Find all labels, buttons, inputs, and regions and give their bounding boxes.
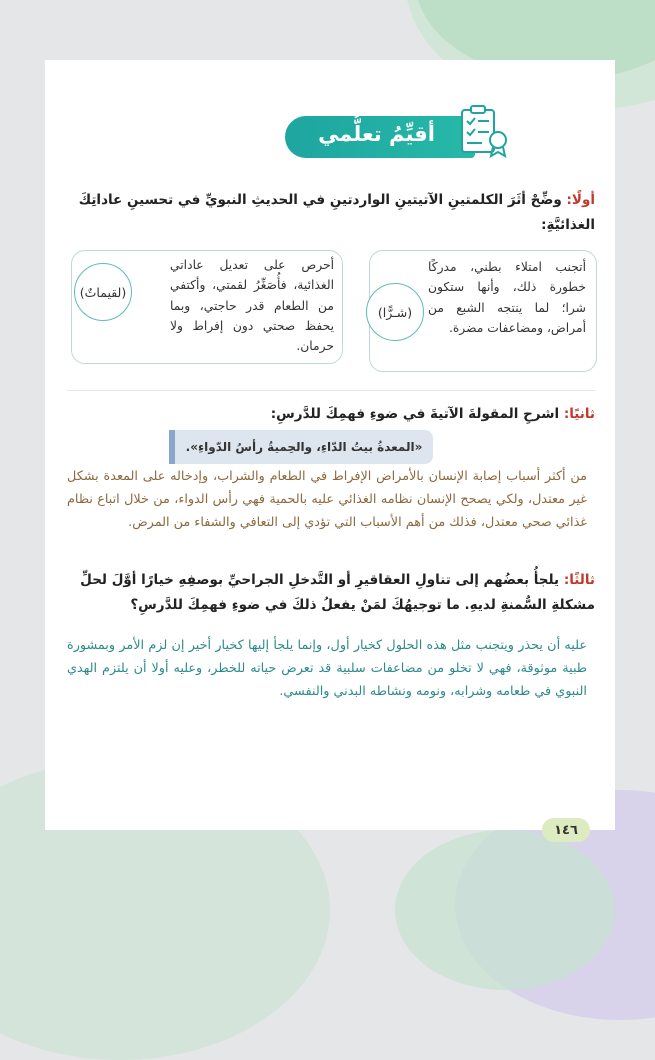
- question-1: [67, 188, 595, 238]
- question-number: ثالثًا:: [563, 572, 595, 588]
- answer-text: عليه أن يحذر ويتجنب مثل هذه الحلول كخيار أول، وإنما يلجأ إليها كخيار أخير إن لزم الأمر وبمشورة طبية موثوقة، فهي لا تخلو من مضاعفات سلبية قد تعرض حياته للخطر، وعليه أولا أن يلتزم الهدي النبوي في طعامه وشرابه، ونومه ونشاطه البدني والنفسي.: [67, 638, 587, 699]
- document-page: [45, 60, 615, 830]
- section-title: أقيِّمُ تعلُّمي: [318, 122, 435, 146]
- quote-box: «المعدةُ بيتُ الدّاءِ، والحِميةُ رأسُ الدّواءِ».: [169, 430, 433, 464]
- card-text: أتجنب امتلاء بطني، مدركًا خطورة ذلك، وأنها ستكون شرا؛ لما ينتجه الشبع من أمراض، ومضاعفات مضرة.: [428, 260, 586, 335]
- question-2: [67, 402, 595, 427]
- background-decoration: [395, 830, 615, 990]
- answer-text: من أكثر أسباب إصابة الإنسان بالأمراض الإفراط في الطعام والشراب، وإدخاله على المعدة بشكل غير معتدل، ولكي يصحح الإنسان نظامه الغذائي عليه بالحمية فهي رأس الدواء، من خلال اتباع نظام غذائي صحي معتدل، فذلك من أهم الأسباب التي تؤدي إلى التعافي والشفاء من المرض.: [67, 469, 587, 530]
- question-text: اشرحِ المقولةَ الآتيةَ في ضوءِ فهمِكَ للدَّرسِ:: [270, 406, 560, 422]
- question-number: ثانيًا:: [563, 406, 595, 422]
- card-tag: (شـرًّا): [366, 283, 424, 341]
- divider: [67, 390, 595, 391]
- page-number: ١٤٦: [542, 818, 590, 842]
- answer-card: [369, 250, 597, 372]
- answer-card: [71, 250, 343, 364]
- card-tag: (لقيماتٌ): [74, 263, 132, 321]
- section-banner: [285, 116, 475, 158]
- question-3: [67, 568, 595, 618]
- question-text: يلجأُ بعضُهم إلى تناولِ العقاقيرِ أو التَّدخلِ الجراحيِّ بوصفِهِ خيارًا أوَّلَ لحلِّ مشكلةِ السُّمنةِ لديهِ. ما توجيهُكَ لمَنْ يفعلُ ذلكَ في ضوءِ فهمِكَ للدَّرسِ؟: [80, 572, 595, 613]
- checklist-award-icon: [456, 104, 512, 160]
- question-number: أولًا:: [566, 192, 595, 208]
- card-text: أحرص على تعديل عاداتي الغذائية، فأُصَغِّرُ لقمتي، وأكتفي من الطعام قدر حاجتي، وبما يحفظ صحتي دون إفراط ولا حرمان.: [170, 258, 334, 354]
- question-text: وضِّحْ أثَرَ الكلمتينِ الآتيتينِ الواردتينِ في الحديثِ النبويِّ في تحسينِ عاداتِكَ الغذائيَّةِ:: [78, 192, 595, 233]
